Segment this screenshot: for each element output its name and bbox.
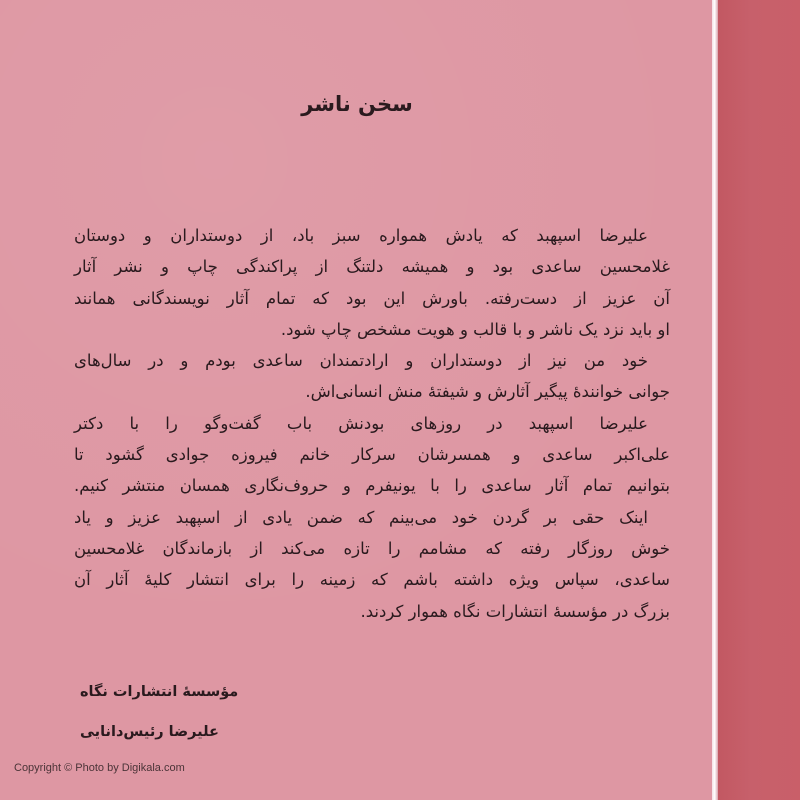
text-line: اینک حقی بر گردن خود می‌بینم که ضمن یادی از اسپهبد عزیز و یاد xyxy=(74,507,648,527)
publisher-note-body xyxy=(74,220,670,627)
signature-name: علیرضا رئیس‌دانایی xyxy=(80,724,219,740)
book-cover-edge xyxy=(718,0,800,800)
page-edge xyxy=(712,0,718,800)
text-line: بزرگ در مؤسسهٔ انتشارات نگاه هموار کردند. xyxy=(360,601,670,621)
copyright-watermark: Copyright © Photo by Digikala.com xyxy=(14,762,185,774)
text-line: آن عزیز از دست‌رفته. باورش این بود که تمام آثار نویسندگانی همانند xyxy=(74,288,670,308)
page-heading: سخن ناشر xyxy=(301,92,413,116)
text-line: علیرضا اسپهبد که یادش همواره سبز باد، از دوستداران و دوستان xyxy=(74,226,648,245)
text-line: جوانی خوانندهٔ پیگیر آثارش و شیفتهٔ منش انسانی‌اش. xyxy=(305,382,670,402)
text-line: او باید نزد یک ناشر و با قالب و هویت مشخص چاپ شود. xyxy=(280,319,670,339)
text-line: خوش روزگار رفته که مشامم را تازه می‌کند از بازماندگان غلامحسین xyxy=(74,538,670,558)
text-line: علی‌اکبر ساعدی و همسرشان سرکار خانم فیروزه جوادی گشود تا xyxy=(74,445,670,465)
text-line: ساعدی، سپاس ویژه داشته باشم که زمینه را برای انتشار کلیهٔ آثار آن xyxy=(74,570,670,590)
text-line: بتوانیم تمام آثار ساعدی را با یونیفرم و حروف‌نگاری همسان منتشر کنیم. xyxy=(74,476,670,496)
text-line: خود من نیز از دوستداران و ارادتمندان ساعدی بودم و در سال‌های xyxy=(74,351,648,371)
text-line: غلامحسین ساعدی بود و همیشه دلتنگ از پراکندگی چاپ و نشر آثار xyxy=(74,257,670,277)
signature-organization: مؤسسهٔ انتشارات نگاه xyxy=(80,684,239,700)
text-line: علیرضا اسپهبد در روزهای بودنش باب گفت‌وگو را با دکتر xyxy=(74,413,648,433)
